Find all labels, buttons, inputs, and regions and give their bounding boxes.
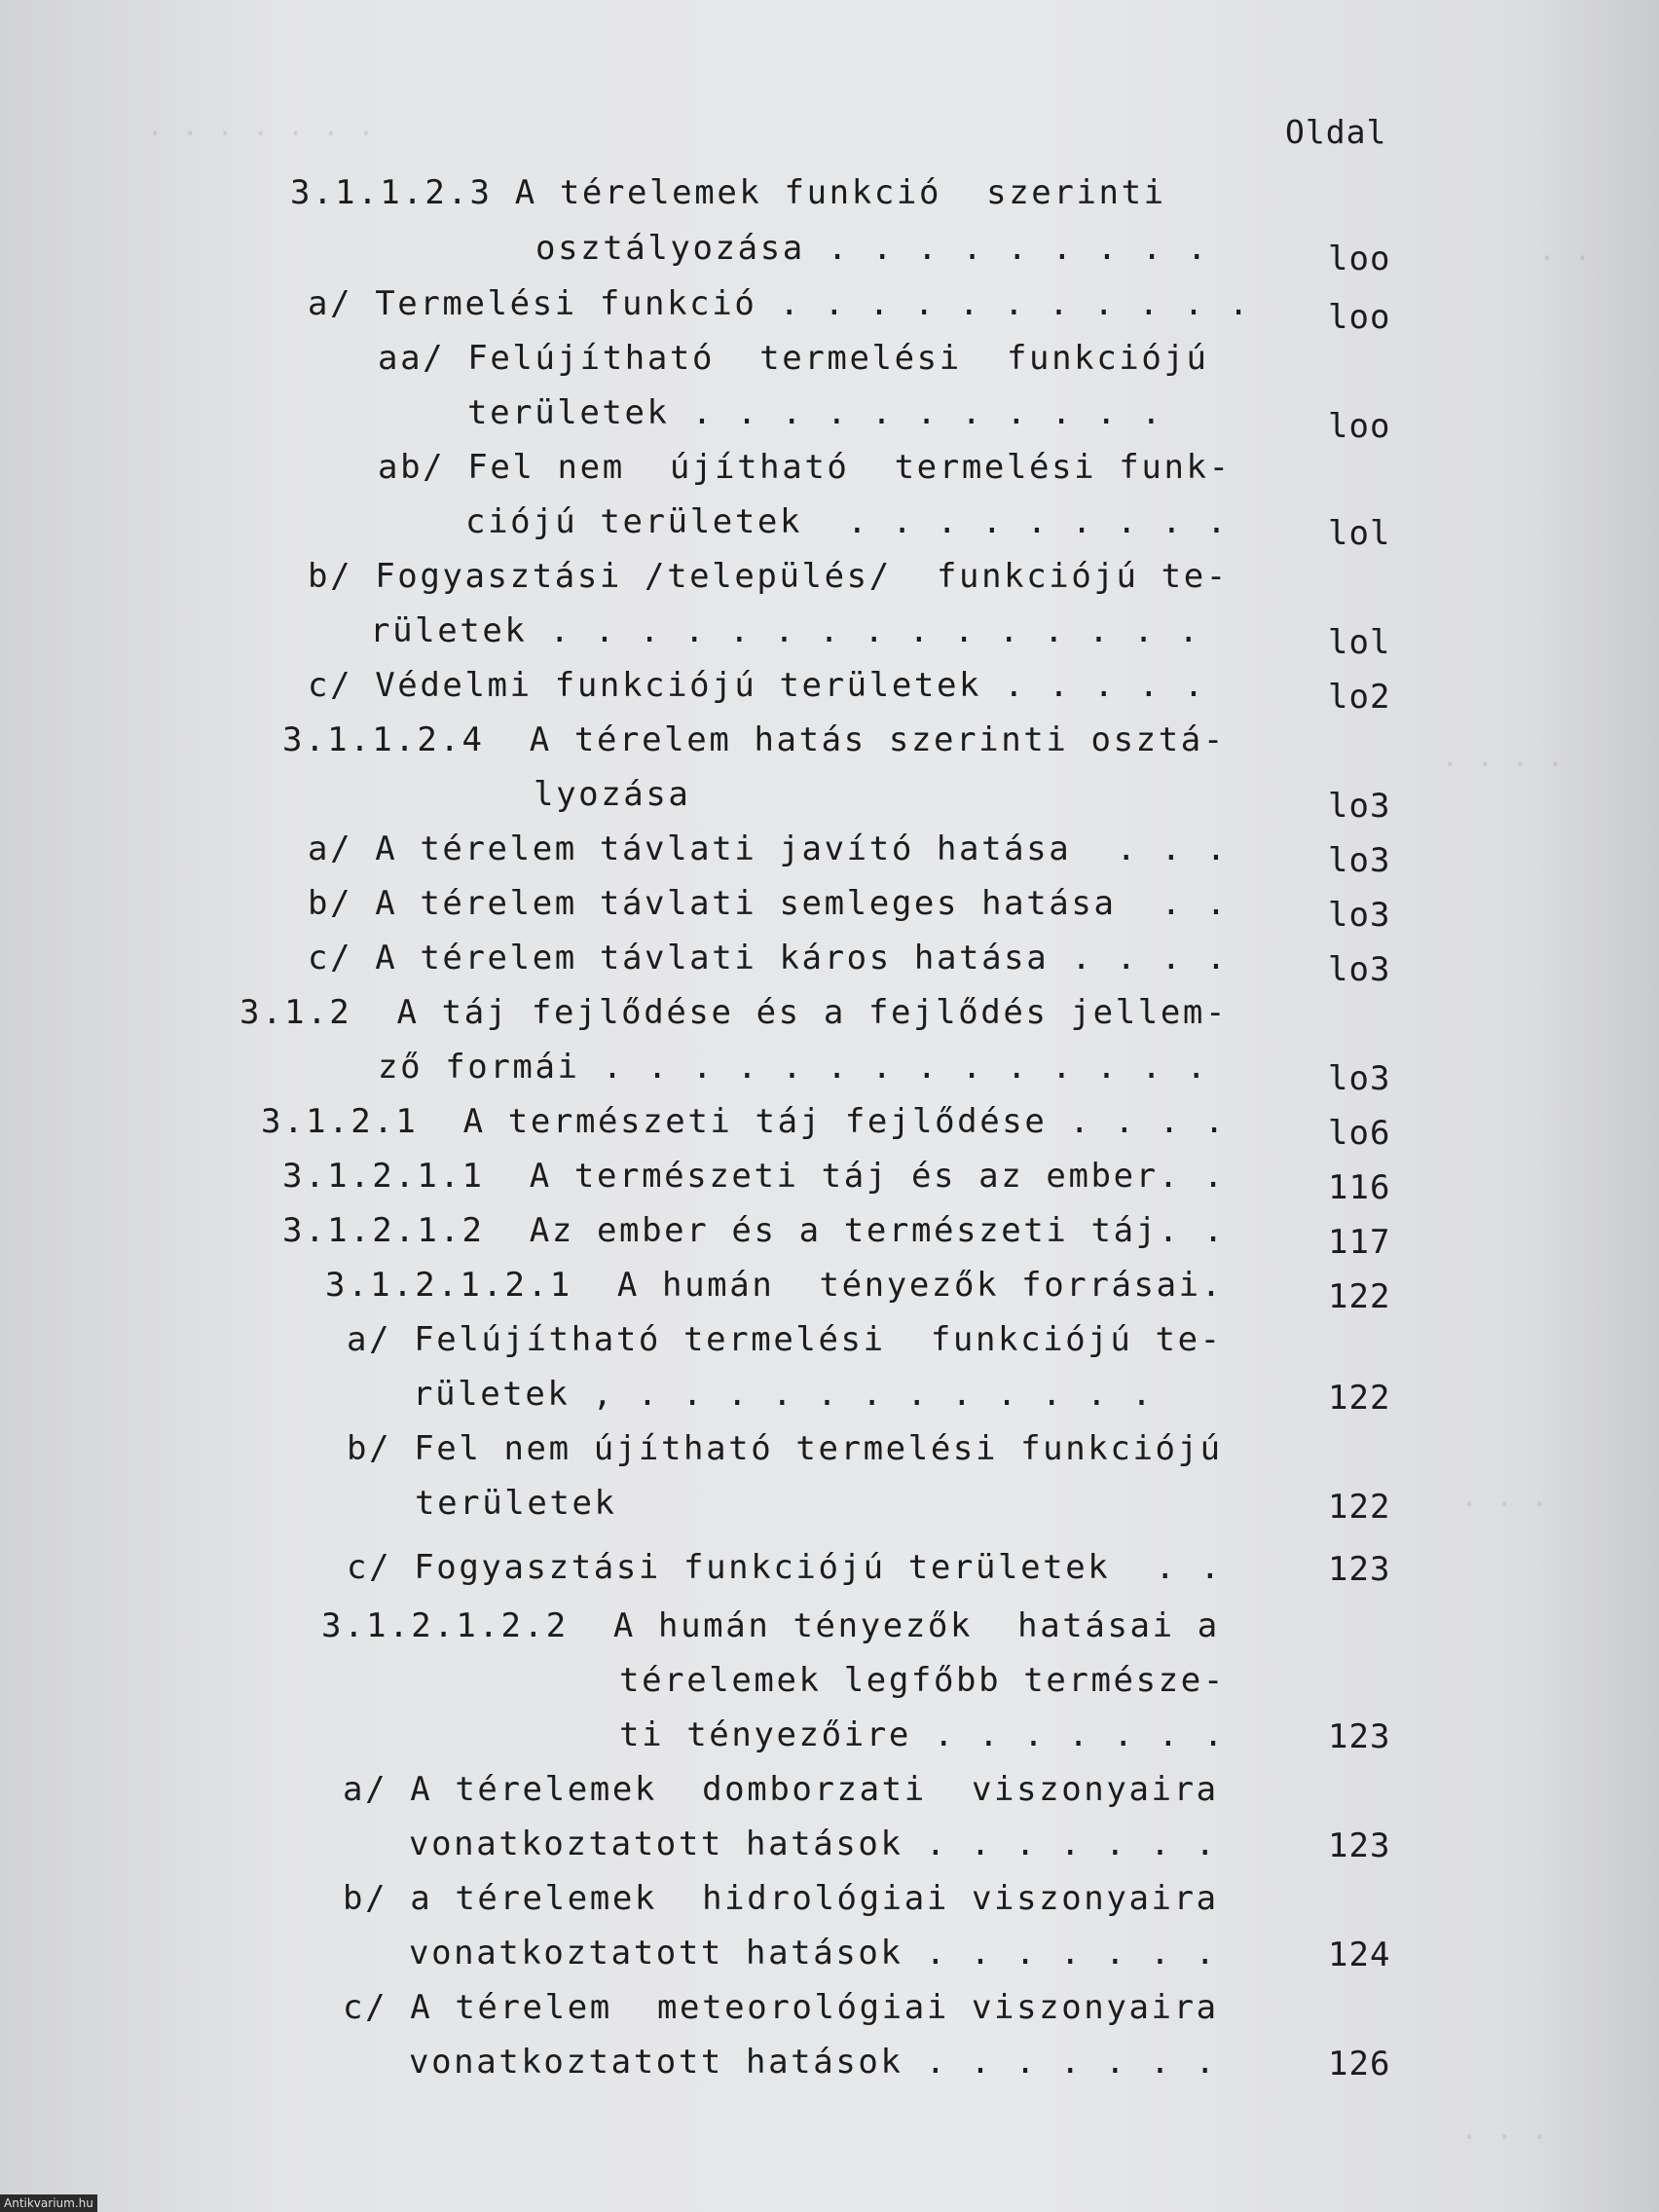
- toc-line: aa/ Felújítható termelési funkciójú: [378, 339, 1209, 378]
- toc-line: b/ A térelem távlati semleges hatása . .: [308, 884, 1229, 923]
- toc-line: osztályozása . . . . . . . . .: [535, 229, 1210, 268]
- toc-line: vonatkoztatott hatások . . . . . . .: [409, 2043, 1218, 2082]
- toc-line: ti tényezőire . . . . . . .: [619, 1715, 1226, 1754]
- toc-line: c/ A térelem távlati káros hatása . . . .: [308, 939, 1229, 977]
- toc-line: lyozása: [534, 775, 691, 814]
- toc-page-number: 122: [1328, 1277, 1391, 1316]
- toc-page-number: lo3: [1328, 787, 1391, 826]
- toc-page-number: 117: [1328, 1223, 1391, 1262]
- toc-page-number: lo3: [1328, 950, 1391, 989]
- toc-line: c/ A térelem meteorológiai viszonyaira: [343, 1988, 1219, 2027]
- toc-page-number: 123: [1328, 1826, 1391, 1865]
- toc-line: vonatkoztatott hatások . . . . . . .: [409, 1934, 1218, 1972]
- toc-line: ző formái . . . . . . . . . . . . . .: [378, 1048, 1209, 1087]
- bleed-through: . . .: [1460, 2113, 1549, 2147]
- toc-page-number: lo6: [1328, 1114, 1391, 1153]
- toc-page-number: lo3: [1328, 841, 1391, 880]
- toc-line: 3.1.1.2.4 A térelem hatás szerinti osztá-: [282, 720, 1226, 759]
- toc-page-number: 123: [1328, 1717, 1391, 1756]
- toc-page-number: 116: [1328, 1168, 1391, 1207]
- toc-page-number: 124: [1328, 1936, 1391, 1974]
- toc-line: 3.1.2.1.1 A természeti táj és az ember. .: [282, 1157, 1226, 1196]
- toc-line: b/ Fogyasztási /település/ funkciójú te-: [308, 557, 1229, 596]
- page-column-header: Oldal: [1285, 113, 1387, 151]
- toc-line: 3.1.2.1 A természeti táj fejlődése . . . .: [261, 1102, 1227, 1141]
- watermark: Antikvarium.hu: [0, 2194, 97, 2212]
- toc-line: 3.1.1.2.3 A térelemek funkció szerinti: [290, 173, 1166, 212]
- toc-page-number: loo: [1328, 407, 1391, 446]
- toc-line: területek: [415, 1484, 617, 1523]
- toc-line: rületek , . . . . . . . . . . . .: [413, 1375, 1155, 1414]
- bleed-through: . . . . . . .: [146, 109, 375, 143]
- toc-page-number: lol: [1328, 514, 1391, 553]
- toc-page-number: 122: [1328, 1379, 1391, 1418]
- toc-line: ab/ Fel nem újítható termelési funk-: [378, 448, 1232, 487]
- toc-page-number: lo3: [1328, 896, 1391, 935]
- toc-page-number: lo3: [1328, 1059, 1391, 1098]
- toc-line: vonatkoztatott hatások . . . . . . .: [409, 1825, 1218, 1863]
- toc-line: a/ Felújítható termelési funkciójú te-: [347, 1320, 1223, 1359]
- toc-page-number: loo: [1328, 240, 1391, 278]
- toc-page-number: lo2: [1328, 678, 1391, 717]
- toc-page-number: loo: [1328, 298, 1391, 337]
- bleed-through: . . . .: [1441, 740, 1565, 774]
- toc-line: a/ Termelési funkció . . . . . . . . . . .: [308, 284, 1251, 323]
- toc-page-number: 123: [1328, 1550, 1391, 1589]
- toc-page-number: 126: [1328, 2045, 1391, 2083]
- toc-line: rületek . . . . . . . . . . . . . . .: [370, 611, 1201, 650]
- toc-line: a/ A térelem távlati javító hatása . . .: [308, 830, 1229, 868]
- bleed-through: . .: [1538, 234, 1592, 268]
- toc-line: 3.1.2 A táj fejlődése és a fejlődés jellem-: [240, 993, 1229, 1032]
- toc-page-number: lol: [1328, 623, 1391, 662]
- toc-line: c/ Fogyasztási funkciójú területek . .: [347, 1548, 1223, 1587]
- toc-line: 3.1.2.1.2.2 A humán tényezők hatásai a: [321, 1606, 1220, 1645]
- toc-page-number: 122: [1328, 1488, 1391, 1527]
- toc-line: 3.1.2.1.2.1 A humán tényezők forrásai.: [325, 1266, 1224, 1305]
- bleed-through: . . .: [1460, 1480, 1549, 1514]
- toc-line: térelemek legfőbb természe-: [619, 1661, 1226, 1700]
- toc-line: területek . . . . . . . . . . .: [467, 393, 1164, 432]
- toc-line: a/ A térelemek domborzati viszonyaira: [343, 1770, 1219, 1809]
- toc-line: ciójú területek . . . . . . . . .: [465, 502, 1230, 541]
- toc-line: b/ a térelemek hidrológiai viszonyaira: [343, 1879, 1219, 1918]
- toc-line: 3.1.2.1.2 Az ember és a természeti táj. .: [282, 1211, 1226, 1250]
- toc-line: c/ Védelmi funkciójú területek . . . . .: [308, 666, 1206, 705]
- toc-line: b/ Fel nem újítható termelési funkciójú: [347, 1429, 1223, 1468]
